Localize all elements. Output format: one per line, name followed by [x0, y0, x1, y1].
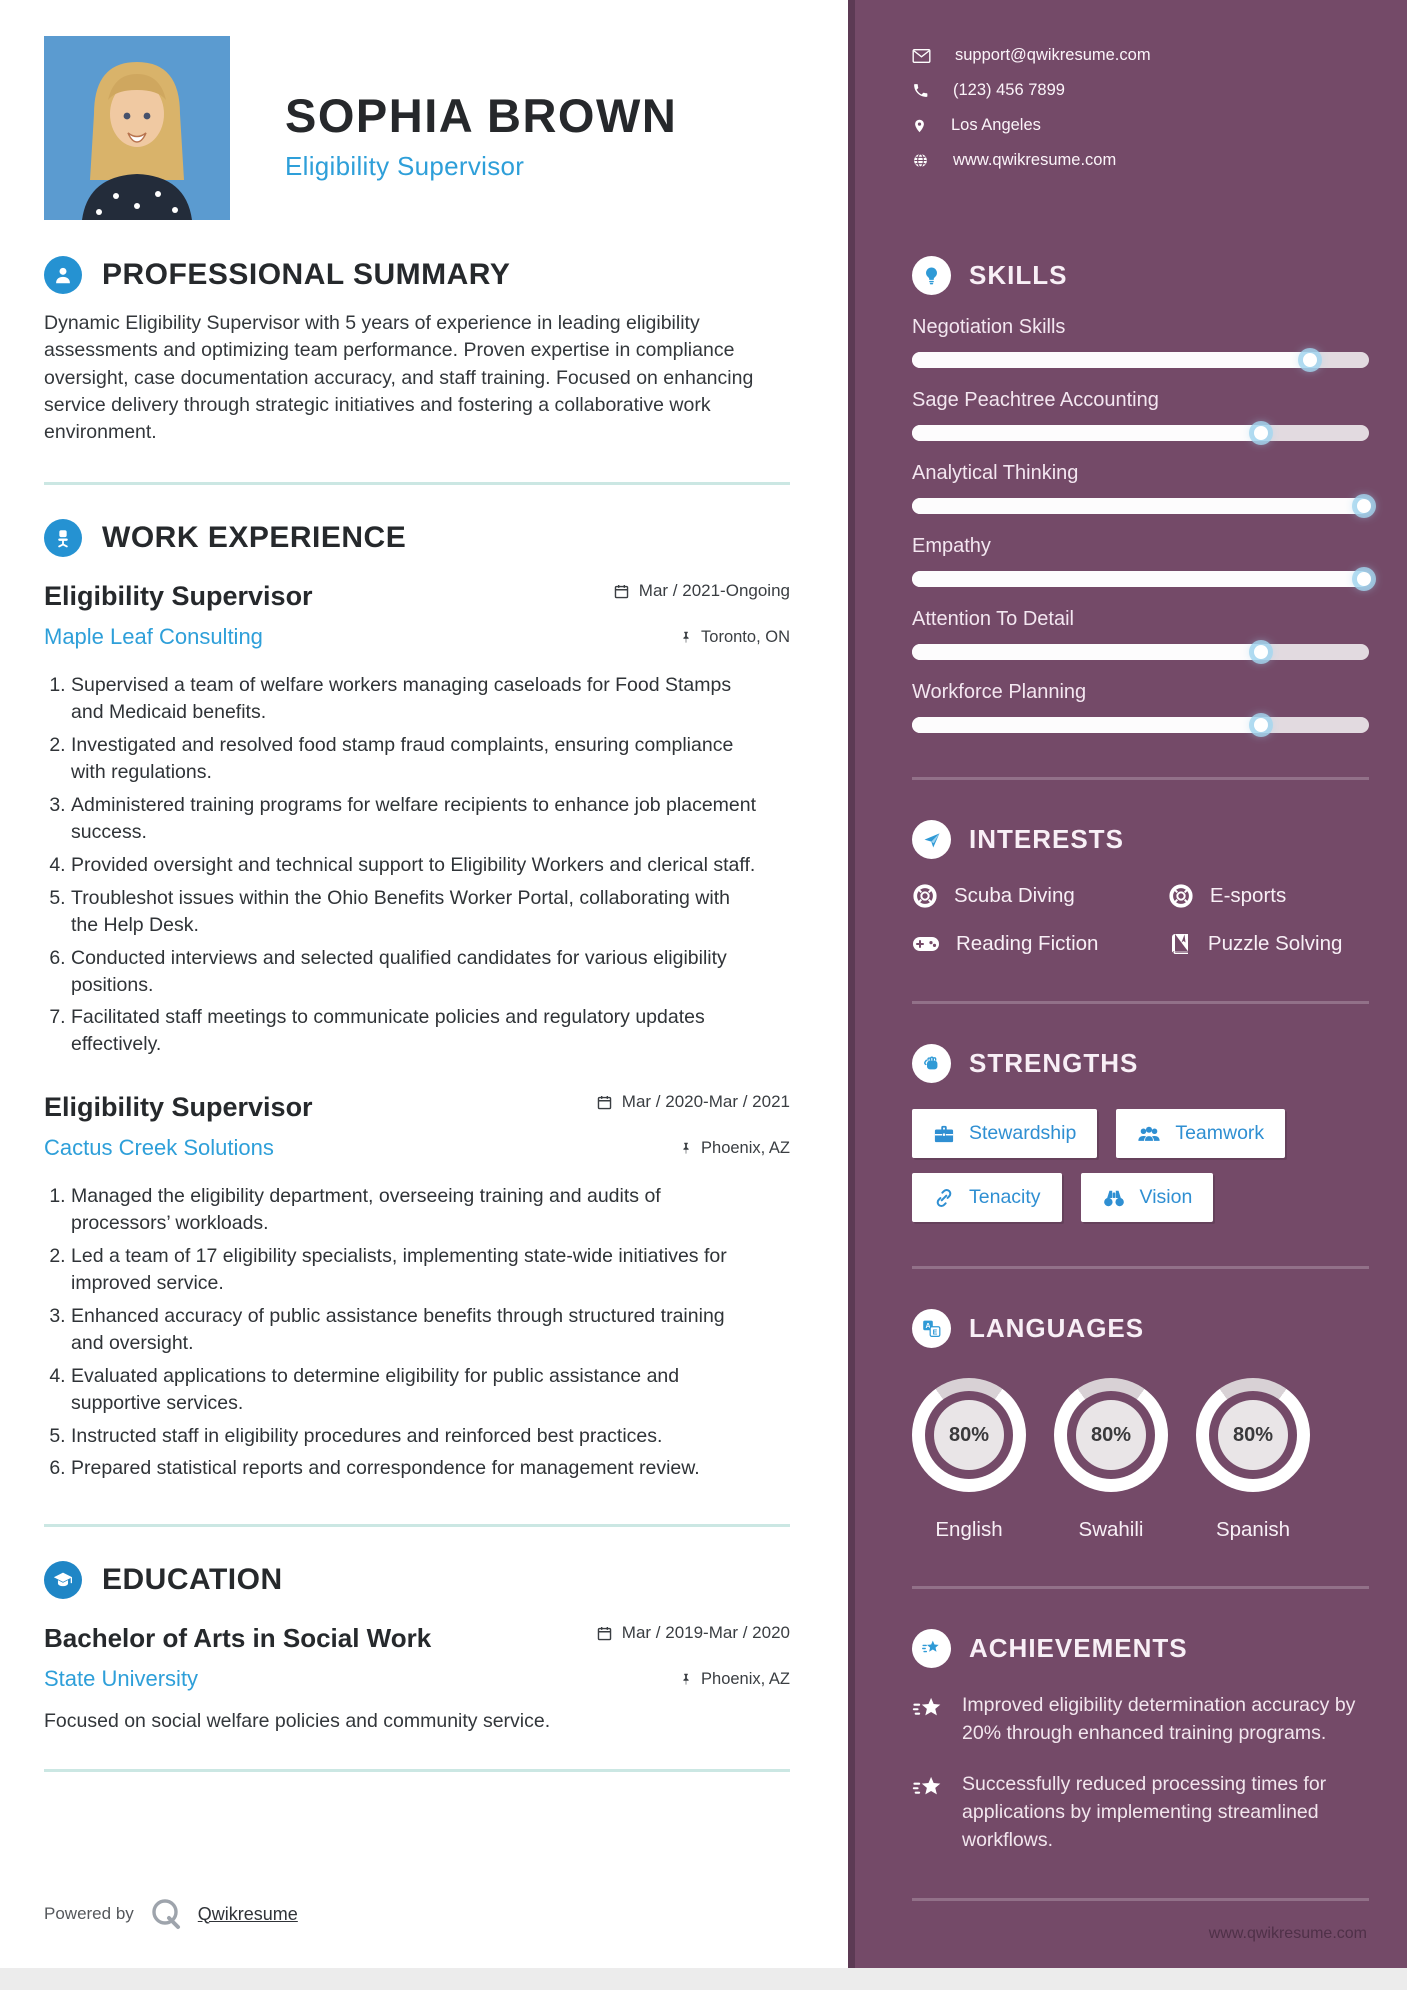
language-progress-ring [1054, 1378, 1168, 1492]
pushpin-icon [679, 629, 693, 645]
slider-thumb[interactable] [1254, 426, 1268, 440]
binoculars-icon [1102, 1188, 1126, 1208]
job-location: Toronto, ON [679, 628, 790, 647]
person-icon [44, 256, 82, 294]
job-bullet: 1. Supervised a team of welfare workers managing caseloads for Food Stamps and Medicaid benefits. [71, 672, 760, 726]
chain-icon [933, 1187, 955, 1209]
divider [44, 1524, 790, 1527]
fist-icon [912, 1044, 951, 1083]
person-name: SOPHIA BROWN [285, 89, 678, 142]
interest-item: Scuba Diving [912, 883, 1168, 909]
header-text [285, 36, 677, 182]
globe-icon [912, 152, 929, 169]
education-date: Mar / 2019-Mar / 2020 [596, 1623, 790, 1643]
language-item [1054, 1378, 1168, 1542]
slider-thumb[interactable] [1254, 645, 1268, 659]
strength-chip: Stewardship [912, 1109, 1097, 1158]
translate-icon [912, 1309, 951, 1348]
section-work-experience [44, 519, 790, 1488]
paper-plane-icon [912, 820, 951, 859]
profile-photo [44, 36, 230, 220]
school-name: State University [44, 1666, 199, 1692]
job-entry [44, 581, 790, 1058]
job-bullet: 6. Prepared statistical reports and correspondence for management review. [71, 1455, 760, 1482]
job-title: Eligibility Supervisor [44, 581, 313, 612]
work-heading-row [44, 519, 790, 557]
profile-photo-image [44, 36, 230, 220]
work-heading: WORK EXPERIENCE [102, 521, 407, 555]
star-icon [912, 1773, 944, 1803]
languages-heading: LANGUAGES [969, 1313, 1145, 1343]
pushpin-icon [679, 1140, 693, 1156]
slider-thumb[interactable] [1303, 353, 1317, 367]
job-entry [44, 1092, 790, 1482]
briefcase-icon [933, 1124, 955, 1144]
job-bullet: 5. Instructed staff in eligibility procedures and reinforced best practices. [71, 1423, 760, 1450]
sidebar-divider [912, 1266, 1369, 1269]
skill-item: Sage Peachtree Accounting [912, 389, 1369, 441]
graduation-cap-icon [44, 1561, 82, 1599]
section-strengths [912, 1044, 1369, 1222]
job-bullet: 5. Troubleshot issues within the Ohio Benefits Worker Portal, collaborating with the Help Desk. [71, 885, 760, 939]
job-bullet: 4. Evaluated applications to determine eligibility for public assistance and supportive services. [71, 1363, 760, 1417]
job-bullet: 3. Administered training programs for welfare recipients to enhance job placement success. [71, 792, 760, 846]
skill-item: Analytical Thinking [912, 462, 1369, 514]
job-bullet: 4. Provided oversight and technical support to Eligibility Workers and clerical staff. [71, 852, 760, 879]
education-entry [44, 1623, 790, 1733]
header [44, 36, 790, 220]
powered-by-label: Powered by [44, 1904, 134, 1923]
interests-heading-row [912, 820, 1369, 859]
skill-slider [912, 717, 1369, 733]
contact-email: support@qwikresume.com [912, 46, 1369, 65]
education-heading-row [44, 1561, 790, 1599]
skill-item: Empathy [912, 535, 1369, 587]
job-title: Eligibility Supervisor [44, 1092, 313, 1123]
company-name: Maple Leaf Consulting [44, 624, 263, 650]
calendar-icon [596, 1625, 613, 1642]
company-name: Cactus Creek Solutions [44, 1135, 274, 1161]
interests-heading: INTERESTS [969, 824, 1124, 854]
calendar-icon [596, 1094, 613, 1111]
lightbulb-icon [912, 256, 951, 295]
skill-item: Attention To Detail [912, 608, 1369, 660]
office-chair-icon [44, 519, 82, 557]
job-date: Mar / 2021-Ongoing [613, 581, 790, 601]
slider-thumb[interactable] [1254, 718, 1268, 732]
section-education [44, 1561, 790, 1733]
skill-slider [912, 644, 1369, 660]
language-item [1196, 1378, 1310, 1542]
summary-heading: PROFESSIONAL SUMMARY [102, 258, 511, 291]
interests-grid [912, 883, 1369, 957]
calendar-icon [613, 583, 630, 600]
email-icon [912, 48, 931, 64]
skills-heading-row [912, 256, 1369, 295]
contact-website: www.qwikresume.com [912, 151, 1369, 170]
svg-text:A: A [925, 1323, 931, 1331]
language-progress-ring [912, 1378, 1026, 1492]
page-bottom-strip [0, 1968, 1407, 1990]
language-progress-ring [1196, 1378, 1310, 1492]
sidebar-divider [912, 1001, 1369, 1004]
site-url: www.qwikresume.com [1208, 1925, 1367, 1943]
team-icon [1137, 1124, 1161, 1144]
slider-thumb[interactable] [1357, 572, 1371, 586]
education-heading: EDUCATION [102, 1563, 283, 1597]
book-icon [1168, 931, 1192, 957]
pushpin-icon [679, 1671, 693, 1687]
summary-heading-row [44, 256, 790, 294]
language-percent: 80% [1218, 1400, 1288, 1470]
strengths-heading: STRENGTHS [969, 1048, 1139, 1078]
gamepad-icon [912, 933, 940, 955]
star-icon [912, 1694, 944, 1724]
skill-slider [912, 571, 1369, 587]
language-percent: 80% [1076, 1400, 1146, 1470]
job-date: Mar / 2020-Mar / 2021 [596, 1092, 790, 1112]
contact-location: Los Angeles [912, 116, 1369, 135]
strength-chip: Vision [1081, 1173, 1214, 1222]
section-languages [912, 1309, 1369, 1542]
qwikresume-link[interactable]: Qwikresume [197, 1903, 298, 1924]
language-label: English [935, 1518, 1003, 1541]
achievements-heading-row [912, 1629, 1369, 1668]
summary-text: Dynamic Eligibility Supervisor with 5 years of experience in leading eligibility assessments and optimizing team performance. Proven expertise in compliance oversight, case documentation accuracy, and staff training. Focused on enhancing service delivery through strategic initiatives and fostering a collaborative work environment. [44, 312, 754, 444]
lifebuoy-icon [912, 883, 938, 909]
person-title: Eligibility Supervisor [285, 151, 525, 181]
education-description: Focused on social welfare policies and community service. [44, 1710, 551, 1733]
sidebar-divider [912, 777, 1369, 780]
location-icon [912, 117, 927, 135]
job-bullets [44, 1183, 760, 1482]
qwikresume-logo [148, 1896, 184, 1932]
footer [44, 1896, 790, 1960]
interest-item: Puzzle Solving [1168, 931, 1369, 957]
svg-text:E: E [932, 1329, 938, 1337]
language-label: Spanish [1215, 1518, 1291, 1541]
job-bullet: 7. Facilitated staff meetings to communicate policies and regulatory updates effectively. [71, 1004, 760, 1058]
job-bullet: 6. Conducted interviews and selected qualified candidates for various eligibility positions. [71, 945, 760, 999]
achievement-item: Improved eligibility determination accuracy by 20% through enhanced training programs. [912, 1692, 1369, 1747]
job-bullet: 2. Investigated and resolved food stamp fraud complaints, ensuring compliance with regulations. [71, 732, 760, 786]
section-skills [912, 256, 1369, 733]
sidebar [848, 0, 1407, 1990]
language-label: Swahili [1078, 1518, 1144, 1541]
lifebuoy-icon [1168, 883, 1194, 909]
degree-title: Bachelor of Arts in Social Work [44, 1623, 432, 1654]
section-professional-summary [44, 256, 790, 446]
contact-block [912, 46, 1369, 170]
job-bullet: 1. Managed the eligibility department, overseeing training and audits of processors’ workloads. [71, 1183, 760, 1237]
job-bullet: 3. Enhanced accuracy of public assistance benefits through structured training and oversight. [71, 1303, 760, 1357]
achievements-heading: ACHIEVEMENTS [969, 1633, 1188, 1663]
skill-slider [912, 498, 1369, 514]
phone-icon [912, 82, 929, 99]
divider [44, 482, 790, 485]
slider-thumb[interactable] [1357, 499, 1371, 513]
contact-phone: (123) 456 7899 [912, 81, 1369, 100]
interest-item: Reading Fiction [912, 931, 1168, 957]
education-location: Phoenix, AZ [679, 1670, 790, 1689]
language-percent: 80% [934, 1400, 1004, 1470]
strength-chips [912, 1109, 1369, 1222]
skill-slider [912, 352, 1369, 368]
skill-item: Negotiation Skills [912, 316, 1369, 368]
skill-slider [912, 425, 1369, 441]
interest-item: E-sports [1168, 883, 1369, 909]
section-interests [912, 820, 1369, 957]
languages-heading-row [912, 1309, 1369, 1348]
divider [44, 1769, 790, 1772]
sidebar-divider [912, 1586, 1369, 1589]
strength-chip: Teamwork [1116, 1109, 1285, 1158]
skills-heading: SKILLS [969, 260, 1068, 290]
languages-row [912, 1378, 1369, 1542]
achievement-item: Successfully reduced processing times for applications by implementing streamlined workflows. [912, 1771, 1369, 1854]
language-item [912, 1378, 1026, 1542]
job-bullet: 2. Led a team of 17 eligibility specialists, implementing state-wide initiatives for improved service. [71, 1243, 760, 1297]
section-achievements [912, 1629, 1369, 1854]
shooting-star-icon [912, 1629, 951, 1668]
skill-item: Workforce Planning [912, 681, 1369, 733]
sidebar-divider [912, 1898, 1369, 1901]
job-location: Phoenix, AZ [679, 1139, 790, 1158]
job-bullets [44, 672, 760, 1058]
strength-chip: Tenacity [912, 1173, 1062, 1222]
strengths-heading-row [912, 1044, 1369, 1083]
